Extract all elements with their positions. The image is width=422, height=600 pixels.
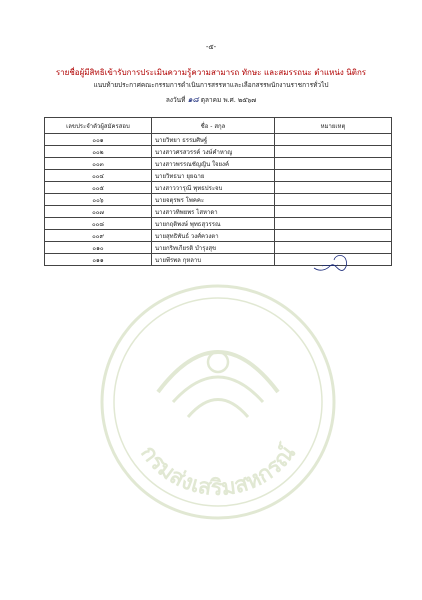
cell-id: ๐๐๔ xyxy=(45,170,152,182)
cell-note xyxy=(275,218,392,230)
table-row xyxy=(45,146,392,158)
cell-name: นางสาวพรรณชัญญิน ใจยงค์ xyxy=(152,158,275,170)
header-id: เลขประจำตัวผู้สมัครสอบ xyxy=(45,118,152,134)
cell-id: ๐๐๓ xyxy=(45,158,152,170)
cell-id: ๐๐๕ xyxy=(45,182,152,194)
cell-note xyxy=(275,182,392,194)
cell-id: ๐๐๙ xyxy=(45,230,152,242)
table-row xyxy=(45,194,392,206)
date-day: ๑๘ xyxy=(187,95,199,104)
table-row xyxy=(45,230,392,242)
cell-name: นางสาวทิพยพร ไสหาดา xyxy=(152,206,275,218)
cell-note xyxy=(275,170,392,182)
document-date xyxy=(0,93,422,106)
candidate-table xyxy=(44,117,392,266)
cell-id: ๐๐๒ xyxy=(45,146,152,158)
cell-name: นางสาวศรสวรรค์ วงษ์คำหาญ xyxy=(152,146,275,158)
cell-name: นางสาววารุณี พุทธประจบ xyxy=(152,182,275,194)
handwritten-signature xyxy=(312,248,350,278)
cell-note xyxy=(275,158,392,170)
document-title: รายชื่อผู้มีสิทธิเข้ารับการประเมินความรู้ความสามารถ ทักษะ และสมรรถนะ ตำแหน่ง นิติกร xyxy=(55,68,367,77)
cell-name: นายกฤติพงษ์ พุทธสุวรรณ xyxy=(152,218,275,230)
cell-id: ๐๐๗ xyxy=(45,206,152,218)
table-row xyxy=(45,170,392,182)
document-subtitle: แนบท้ายประกาศคณะกรรมการดำเนินการสรรหาและเลือกสรรพนักงานราชการทั่วไป xyxy=(93,81,329,89)
cell-note xyxy=(275,134,392,146)
cell-name: นายกริทเกียรติ บำรุงสุข xyxy=(152,242,275,254)
cell-note xyxy=(275,146,392,158)
cell-id: ๐๐๖ xyxy=(45,194,152,206)
date-prefix: ลงวันที่ xyxy=(165,96,186,104)
watermark-text: กรมส่งเสริมสหกรณ์ xyxy=(135,440,301,502)
header-note: หมายเหตุ xyxy=(275,118,392,134)
cell-name: นายจตุรพร โพคคะ xyxy=(152,194,275,206)
cell-name: นายพีรพล กุหลาบ xyxy=(152,254,275,266)
table-header-row xyxy=(45,118,392,134)
cell-note xyxy=(275,206,392,218)
cell-note xyxy=(275,230,392,242)
date-rest: ตุลาคม พ.ศ. ๒๕๖๗ xyxy=(200,96,257,104)
svg-text:กรมส่งเสริมสหกรณ์ xyxy=(135,440,301,501)
table-row xyxy=(45,182,392,194)
header-name: ชื่อ - สกุล xyxy=(152,118,275,134)
table-row xyxy=(45,158,392,170)
table-row xyxy=(45,134,392,146)
cell-id: ๐๐๘ xyxy=(45,218,152,230)
cell-name: นายวิทธนา ยุยฉาย xyxy=(152,170,275,182)
cell-name: นายวิทยา ธรรมศิษฐ์ xyxy=(152,134,275,146)
agency-seal-watermark xyxy=(98,282,338,522)
table-row xyxy=(45,206,392,218)
cell-id: ๐๑๐ xyxy=(45,242,152,254)
cell-note xyxy=(275,194,392,206)
cell-id: ๐๐๑ xyxy=(45,134,152,146)
table-row xyxy=(45,218,392,230)
page-number: -๕- xyxy=(205,43,217,51)
cell-name: นายสุทธิพันธ์ วงศ์ควงตา xyxy=(152,230,275,242)
cell-id: ๐๑๑ xyxy=(45,254,152,266)
